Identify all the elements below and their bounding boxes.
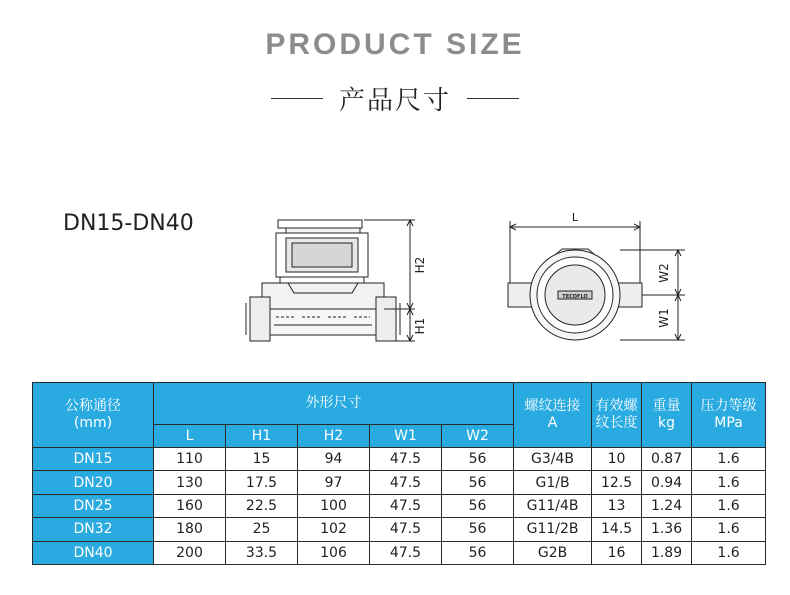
cell-w1: 47.5 <box>370 471 442 494</box>
row-model: DN20 <box>33 471 154 494</box>
h1-label: H1 <box>413 317 427 335</box>
cell-effective-length: 13 <box>592 494 642 517</box>
cell-pressure: 1.6 <box>692 541 766 564</box>
cell-h1: 17.5 <box>226 471 298 494</box>
model-range-label: DN15-DN40 <box>63 211 194 236</box>
header-effective-length <box>592 383 642 448</box>
cap-top-band <box>278 220 362 228</box>
cell-l: 200 <box>154 541 226 564</box>
table-row <box>33 518 766 541</box>
cell-l: 180 <box>154 518 226 541</box>
size-spec-table <box>32 382 766 565</box>
cell-w2: 56 <box>442 448 514 471</box>
cell-h1: 22.5 <box>226 494 298 517</box>
table-row <box>33 494 766 517</box>
row-model: DN32 <box>33 518 154 541</box>
cell-h2: 102 <box>298 518 370 541</box>
cell-h1: 33.5 <box>226 541 298 564</box>
header-weight-line2: kg <box>658 415 676 432</box>
subheader-l: L <box>154 424 226 447</box>
cell-weight: 0.94 <box>642 471 692 494</box>
front-view-drawing <box>240 205 440 355</box>
header-weight-line1: 重量 <box>652 398 681 415</box>
cell-pressure: 1.6 <box>692 448 766 471</box>
cell-weight: 1.36 <box>642 518 692 541</box>
cell-l: 110 <box>154 448 226 471</box>
row-model: DN25 <box>33 494 154 517</box>
register-neck <box>280 277 364 283</box>
header-pressure-line2: MPa <box>714 415 743 432</box>
cell-thread: G11/2B <box>514 518 592 541</box>
header-eff-line1: 有效螺 <box>595 398 638 415</box>
table-row <box>33 471 766 494</box>
table-row <box>33 541 766 564</box>
cell-weight: 0.87 <box>642 448 692 471</box>
header-pressure <box>692 383 766 448</box>
w2-label: W2 <box>657 263 671 283</box>
cell-pressure: 1.6 <box>692 471 766 494</box>
title-chinese-row <box>0 80 790 116</box>
title-english: PRODUCT SIZE <box>265 28 525 61</box>
right-fitting <box>376 297 396 341</box>
l-label: L <box>571 211 579 224</box>
table-header-row <box>33 383 766 425</box>
cell-effective-length: 14.5 <box>592 518 642 541</box>
cell-h2: 94 <box>298 448 370 471</box>
row-model: DN15 <box>33 448 154 471</box>
header-nominal <box>33 383 154 448</box>
cell-w1: 47.5 <box>370 518 442 541</box>
side-view-drawing <box>500 205 695 355</box>
cell-w2: 56 <box>442 518 514 541</box>
cell-w1: 47.5 <box>370 541 442 564</box>
cell-thread: G1/B <box>514 471 592 494</box>
subheader-h1: H1 <box>226 424 298 447</box>
register-face <box>292 243 352 267</box>
cell-thread: G2B <box>514 541 592 564</box>
cell-w1: 47.5 <box>370 494 442 517</box>
cell-h1: 15 <box>226 448 298 471</box>
cell-h2: 106 <box>298 541 370 564</box>
cell-pressure: 1.6 <box>692 518 766 541</box>
cell-effective-length: 16 <box>592 541 642 564</box>
cell-w2: 56 <box>442 471 514 494</box>
header-eff-line2: 纹长度 <box>595 415 638 432</box>
cap-lip <box>286 228 360 233</box>
cell-h1: 25 <box>226 518 298 541</box>
subheader-h2: H2 <box>298 424 370 447</box>
cell-weight: 1.24 <box>642 494 692 517</box>
pipe-lower-body <box>270 309 376 335</box>
row-model: DN40 <box>33 541 154 564</box>
title-right-rule <box>467 98 519 99</box>
header-thread-line2: A <box>547 415 558 432</box>
cell-thread: G11/4B <box>514 494 592 517</box>
w1-label: W1 <box>657 308 671 328</box>
cell-weight: 1.89 <box>642 541 692 564</box>
pipe-body <box>262 283 384 309</box>
subheader-w2: W2 <box>442 424 514 447</box>
table-row <box>33 448 766 471</box>
header-nominal-unit: (mm) <box>73 415 113 432</box>
cell-effective-length: 10 <box>592 448 642 471</box>
cell-w1: 47.5 <box>370 448 442 471</box>
cell-l: 130 <box>154 471 226 494</box>
cell-l: 160 <box>154 494 226 517</box>
header-dimensions: 外形尺寸 <box>154 383 514 425</box>
title-chinese: 产品尺寸 <box>338 85 451 116</box>
header-thread-line1: 螺纹连接 <box>524 398 581 415</box>
title-left-rule <box>271 98 323 99</box>
cell-h2: 97 <box>298 471 370 494</box>
header-thread <box>514 383 592 448</box>
cell-w2: 56 <box>442 541 514 564</box>
subheader-w1: W1 <box>370 424 442 447</box>
cell-h2: 100 <box>298 494 370 517</box>
cell-thread: G3/4B <box>514 448 592 471</box>
header-weight <box>642 383 692 448</box>
side-logo-text: TECOFLO <box>562 294 588 300</box>
h2-label: H2 <box>413 256 427 274</box>
left-fitting <box>250 297 270 341</box>
cell-effective-length: 12.5 <box>592 471 642 494</box>
cell-pressure: 1.6 <box>692 494 766 517</box>
header-nominal-label: 公称通径 <box>65 398 121 415</box>
cell-w2: 56 <box>442 494 514 517</box>
header-pressure-line1: 压力等级 <box>700 398 757 415</box>
